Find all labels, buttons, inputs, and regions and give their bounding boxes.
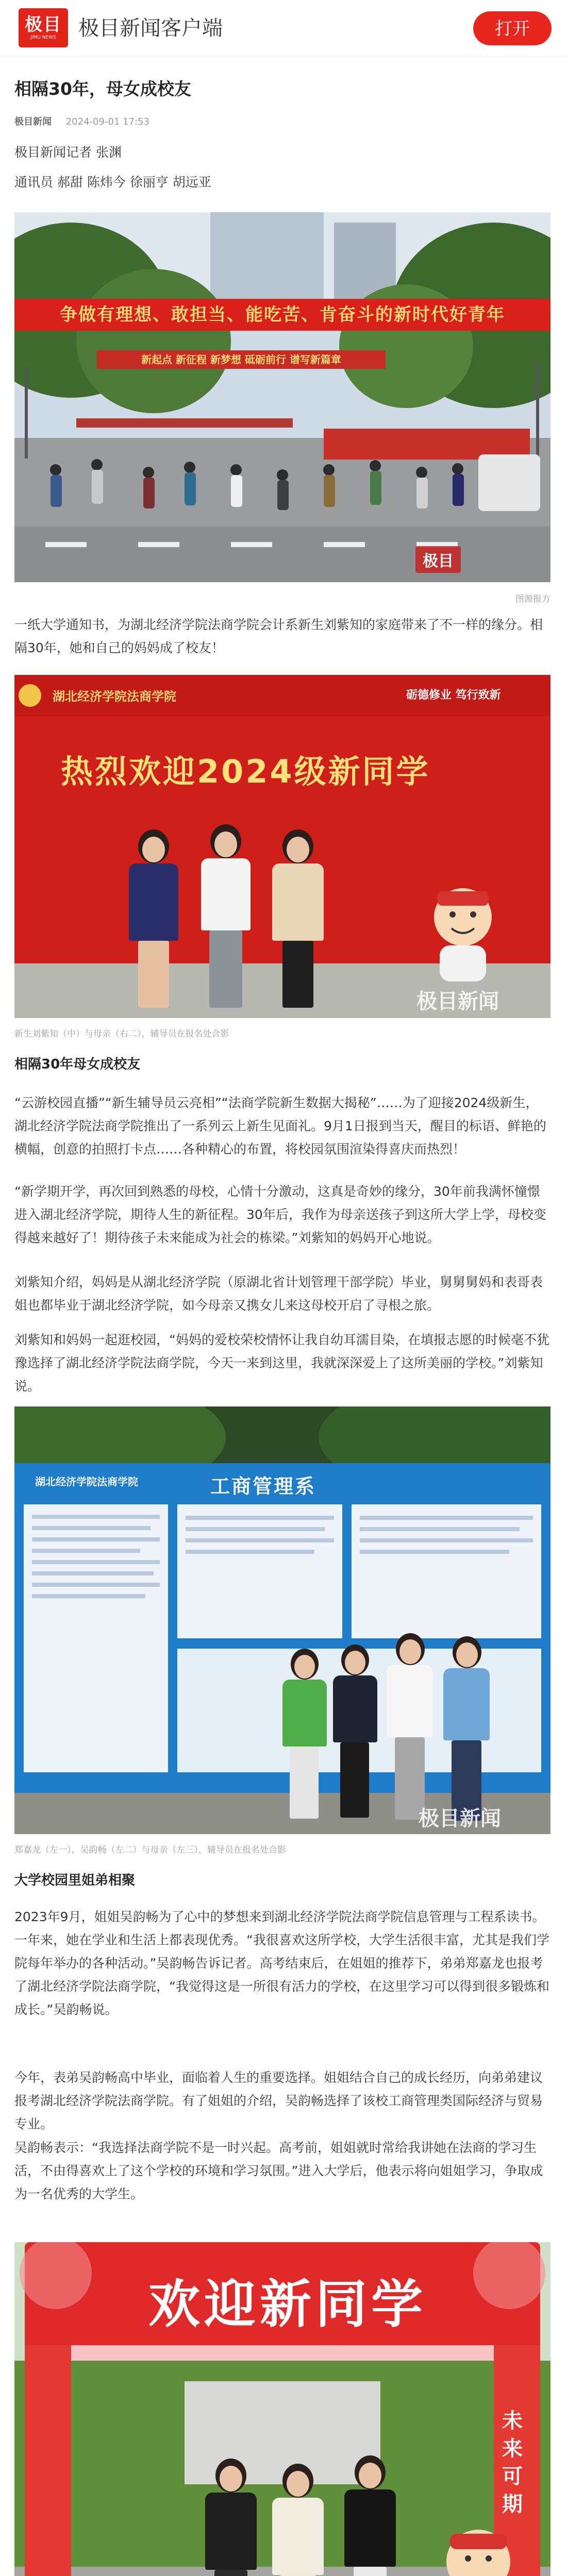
school-name-banner: 湖北经济学院法商学院 [53,689,176,704]
correspondents-line: 通讯员 郝甜 陈炜今 徐丽亨 胡远亚 [14,175,211,190]
photo-registration-board [14,1406,551,1834]
paragraph-intro: 一纸大学通知书，为湖北经济学院法商学院会计系新生刘紫知的家庭带来了不一样的缘分。相隔30年，她和自己的妈妈成了校友！ [14,617,543,655]
person-brother-right [339,2455,401,2576]
photo-campus-gate [14,212,551,582]
person-woman-white [267,2464,329,2576]
person-student-center [195,824,257,1015]
app-header [0,0,567,57]
person-student-left [123,829,185,1015]
paragraph-welcome-events: “云游校园直播”“新生辅导员云亮相”“法商学院新生数据大揭秘”……为了迎接2024级新生，湖北经济学院法商学院推出了一系列云上新生见面礼。9月1日报到当天，醒目的标语、鲜艳的横幅，创意的拍照打卡点……各种精心的布置，将校园氛围渲染得喜庆而热烈！ [14,1095,546,1157]
photo3-caption: 郑嘉龙（左一）、吴韵畅（左二）与母亲（左三），辅导员在报名处合影 [14,1845,286,1855]
photo-welcome-arch [14,2242,551,2576]
logo-subtext: JIMU NEWS [30,35,56,40]
gate-banner: 新起点 新征程 新梦想 砥砺前行 谱写新篇章 [97,350,386,369]
subhead-siblings: 大学校园里姐弟相聚 [14,1873,136,1888]
person-green-shirt [278,1649,330,1829]
photo1-caption: 图源报方 [515,594,551,604]
campus-scene-illustration [14,212,551,582]
paragraph-campus-tour: 刘紫知和妈妈一起逛校园，“妈妈的爱校荣校情怀让我自幼耳濡目染，在填报志愿的时候毫不犹豫选择了湖北经济学院法商学院，今天一来到这里，我就深深爱上了这所美丽的学校。”刘紫知说。 [14,1332,549,1394]
board-title: 工商管理系 [210,1475,316,1498]
person-dark-shirt [329,1645,380,1828]
person-brother-left [200,2459,262,2576]
arch-welcome-text: 欢迎新同学 [148,2274,427,2334]
paragraph-family-alumni: 刘紫知介绍，妈妈是从湖北经济学院（原湖北省计划管理干部学院）毕业，舅舅舅妈和表哥表姐也都毕业于湖北经济学院，如今母亲又携女儿来这母校开启了寻根之旅。 [14,1275,543,1313]
reporter-line: 极目新闻记者 张渊 [14,145,122,160]
arch-side-text: 未来可期 [502,2409,523,2516]
article-date: 2024-09-01 17:53 [65,116,149,127]
paragraph-brother-choice: 今年，表弟吴韵畅高中毕业，面临着人生的重要选择。姐姐结合自己的成长经历，向弟弟建议报考湖北经济学院法商学院。有了姐姐的介绍，吴韵畅选择了该校工商管理类国际经济与贸易专业。 [14,2070,543,2131]
app-name: 极目新闻客户端 [78,16,223,40]
school-slogan: 砺德修业 笃行致新 [406,689,501,702]
paragraph-brother-quote: 吴韵畅表示：“我选择法商学院不是一时兴起。高考前，姐姐就时常给我讲她在法商的学习生活，不由得喜欢上了这个学校的环境和学习氛围。”进入大学后，他表示将向姐姐学习，争取成为一名优秀的大学生。 [14,2140,543,2201]
photo-welcome-backdrop [14,675,551,1018]
paragraph-mother-quote: “新学期开学，再次回到熟悉的母校，心情十分激动，这真是奇妙的缘分，30年前我满怀憧憬进入湖北经济学院，期待人生的新征程。30年后，我作为母亲送孩子到这所大学上学，母校变得越来越好了！期待孩子未来能成为社会的栋梁。”刘紫知的妈妈开心地说。 [14,1184,546,1245]
person-blue-shirt [438,1636,495,1830]
slogan-banner: 争做有理想、敢担当、能吃苦、肯奋斗的新时代好青年 [14,299,551,331]
article-title: 相隔30年，母女成校友 [14,79,191,99]
photo2-caption: 新生刘紫知（中）与母亲（右二），辅导员在报名处合影 [14,1029,229,1039]
subhead-mother-daughter: 相隔30年母女成校友 [14,1057,141,1072]
board-school-name: 湖北经济学院法商学院 [35,1476,138,1488]
logo-text: 极目 [25,14,62,35]
article-meta [14,114,149,128]
person-white-shirt [381,1633,438,1829]
photo3-watermark: 极目新闻 [419,1807,501,1831]
paragraph-sister-story: 2023年9月，姐姐吴韵畅为了心中的梦想来到湖北经济学院法商学院信息管理与工程系读书。一年来，她在学业和生活上都表现优秀。“我很喜欢这所学校，大学生活很丰富，尤其是我们学院每年举办的各种活动。”吴韵畅告诉记者。高考结束后，在姐姐的推荐下，弟弟郑嘉龙也报考了湖北经济学院法商学院，“我觉得这是一所很有活力的学校，在这里学习可以得到很多锻炼和成长。”吴韵畅说。 [14,1909,549,2017]
photo2-watermark: 极目新闻 [416,990,499,1013]
welcome-headline: 热烈欢迎2024级新同学 [61,753,430,790]
photo1-watermark: 极目 [415,546,461,573]
jimu-logo[interactable] [19,8,68,47]
open-app-button[interactable]: 打开 [473,11,552,45]
article-source[interactable]: 极目新闻 [14,116,52,127]
person-mother [267,829,329,1015]
